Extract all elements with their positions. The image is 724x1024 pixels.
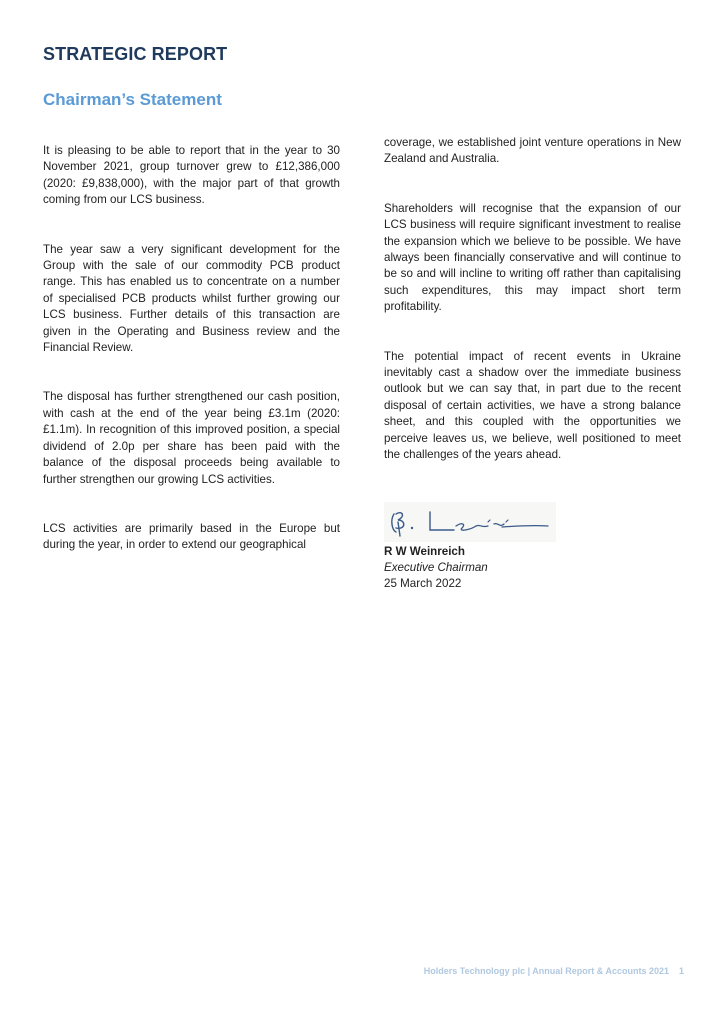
paragraph-lcs-continued: coverage, we established joint venture operations in New Zealand and Australia.	[384, 136, 681, 166]
section-title: Chairman’s Statement	[43, 90, 222, 109]
paragraph-development: The year saw a very significant development for the Group with the sale of our commodity PCB product range. This has enabled us to concentrate on a number of specialised PCB products whilst further growing our LCS business. Further details of this transaction are given in the Operating and Business review and the Financial Review.	[43, 242, 340, 355]
paragraph-lcs-activities: LCS activities are primarily based in the Europe but during the year, in order to extend our geographical	[43, 521, 340, 552]
paragraph-shareholders: Shareholders will recognise that the expansion of our LCS business will require significant investment to realise the expansion which we believe to be possible. We have always been financially conservative and will continue to be so and will incline to writing off rather than capitalising such expenditures, this may impact short term profitability.	[384, 201, 681, 314]
signatory-name: R W Weinreich	[384, 544, 465, 558]
footer-text: Holders Technology plc | Annual Report & Accounts 2021	[423, 966, 669, 976]
page-footer	[424, 966, 684, 976]
paragraph-disposal: The disposal has further strengthened our cash position, with cash at the end of the year being £3.1m (2020: £1.1m). In recognition of this improved position, a special dividend of 2.0p per share has been paid with the balance of the disposal proceeds being available to further strengthen our growing LCS activities.	[43, 390, 340, 486]
left-column	[43, 143, 340, 554]
report-title: STRATEGIC REPORT	[43, 44, 228, 64]
signature-date: 25 March 2022	[384, 577, 462, 591]
paragraph-ukraine: The potential impact of recent events in Ukraine inevitably cast a shadow over the immediate business outlook but we can say that, in part due to the recent disposal of certain activities, we have a strong balance sheet, and this coupled with the opportunities we perceive leaves us, we believe, well positioned to meet the challenges of the years ahead.	[384, 349, 681, 462]
page-number: 1	[678, 966, 684, 976]
signatory-role: Executive Chairman	[384, 560, 488, 574]
right-column	[384, 135, 681, 593]
signature-block	[384, 502, 681, 593]
paragraph-turnover: It is pleasing to be able to report that in the year to 30 November 2021, group turnover grew to £12,386,000 (2020: £9,838,000), with the major part of that growth coming from our LCS business.	[43, 144, 340, 207]
handwritten-signature	[384, 502, 556, 542]
